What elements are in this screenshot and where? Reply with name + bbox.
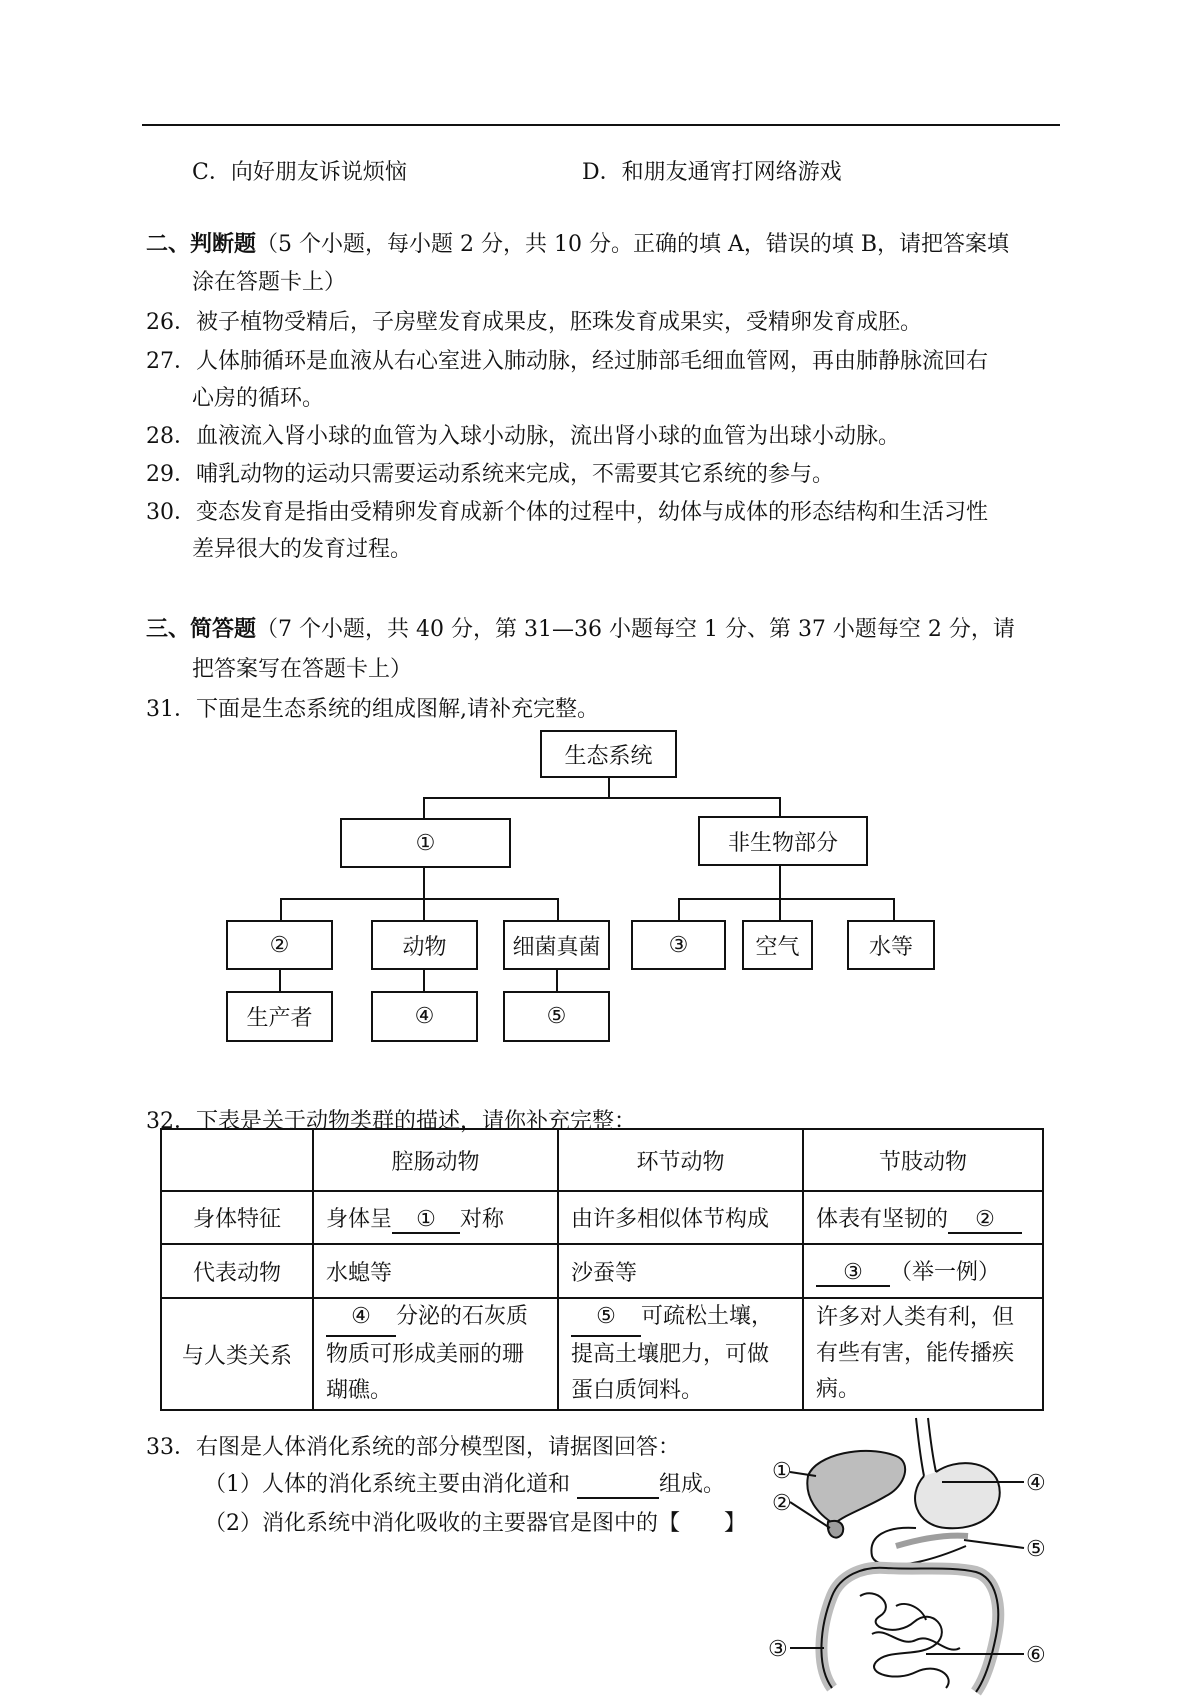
stomach-shape <box>915 1463 1000 1528</box>
question-28: 28．血液流入肾小球的血管为入球小动脉，流出肾小球的血管为出球小动脉。 <box>146 424 900 449</box>
connector-line <box>779 898 781 921</box>
section3-instructions-cont: 把答案写在答题卡上） <box>192 657 413 682</box>
esophagus-shape <box>916 1418 924 1476</box>
answer-blank: ① <box>392 1207 460 1234</box>
table-cell <box>803 1298 1043 1410</box>
label-4: ④ <box>1026 1471 1046 1496</box>
table-header-cell: 腔肠动物 <box>313 1129 558 1191</box>
ecosystem-root-box: 生态系统 <box>540 730 677 778</box>
air-box: 空气 <box>742 920 813 970</box>
table-header-cell <box>161 1129 313 1191</box>
table-cell <box>558 1298 803 1410</box>
producer-box: 生产者 <box>226 991 333 1042</box>
table-cell <box>313 1191 558 1244</box>
header-rule <box>142 124 1060 126</box>
section2-instructions-cont: 涂在答题卡上） <box>192 270 347 295</box>
table-cell: 由许多相似体节构成 <box>558 1191 803 1244</box>
cell-text: 病。 <box>816 1377 861 1402</box>
cell-text: 对称 <box>460 1206 505 1232</box>
connector-line <box>893 898 895 921</box>
connector-line <box>280 898 559 900</box>
row-label: 身体特征 <box>161 1191 313 1244</box>
biotic-part-box: ① <box>340 818 511 868</box>
pancreas-shape <box>896 1536 968 1546</box>
liver-shape <box>807 1451 905 1524</box>
question-29: 29．哺乳动物的运动只需要运动系统来完成，不需要其它系统的参与。 <box>146 462 834 487</box>
abiotic-part-box: 非生物部分 <box>698 816 868 866</box>
label-1: ① <box>772 1459 792 1484</box>
label-5: ⑤ <box>1026 1537 1046 1562</box>
row-label: 代表动物 <box>161 1244 313 1298</box>
cell-text: 蛋白质饲料。 <box>571 1378 704 1403</box>
large-intestine-outline <box>821 1568 998 1692</box>
cell-text: 许多对人类有利，但 <box>816 1305 1015 1330</box>
connector-line <box>608 778 610 798</box>
label-3: ③ <box>768 1637 788 1662</box>
connector-line <box>280 898 282 921</box>
connector-line <box>279 970 281 992</box>
section2-title: 二、判断题 <box>146 231 257 257</box>
gallbladder-shape <box>828 1521 843 1538</box>
connector-line <box>423 970 425 992</box>
cell-text: 提高土壤肥力，可做 <box>571 1342 770 1367</box>
connector-line <box>678 898 680 921</box>
q25-option-c: C．向好朋友诉说烦恼 <box>192 160 407 185</box>
q25-option-d: D．和朋友通宵打网络游戏 <box>582 160 842 185</box>
answer-blank: ③ <box>816 1260 890 1287</box>
animal-groups-table <box>160 1128 1044 1411</box>
connector-line <box>678 898 895 900</box>
question-33-part2: （2）消化系统中消化吸收的主要器官是图中的【 】 <box>204 1511 746 1536</box>
leader-line <box>964 1540 1024 1548</box>
question-30-cont: 差异很大的发育过程。 <box>192 537 413 562</box>
plant-box: ② <box>226 920 333 970</box>
connector-line <box>423 898 425 921</box>
cell-text: 物质可形成美丽的珊 <box>326 1342 525 1367</box>
table-row <box>161 1191 1043 1244</box>
cell-text: 瑚礁。 <box>326 1378 393 1403</box>
connector-line <box>423 868 425 899</box>
connector-line <box>423 797 781 799</box>
answer-blank: ② <box>948 1207 1022 1234</box>
question-26: 26．被子植物受精后，子房壁发育成果皮，胚珠发育成果实，受精卵发育成胚。 <box>146 310 922 335</box>
table-cell <box>803 1191 1043 1244</box>
decomposer-box: ⑤ <box>503 991 610 1042</box>
table-cell: 水螅等 <box>313 1244 558 1298</box>
question-27: 27．人体肺循环是血液从右心室进入肺动脉，经过肺部毛细血管网，再由肺静脉流回右 <box>146 349 988 374</box>
cell-text: 体表有坚韧的 <box>816 1206 949 1232</box>
q33-part1-text: （1）人体的消化系统主要由消化道和 <box>204 1472 570 1497</box>
small-intestine-shape <box>872 1632 960 1649</box>
section2-heading <box>146 227 1009 258</box>
cell-text: 分泌的石灰质 <box>396 1304 529 1329</box>
label-6: ⑥ <box>1026 1643 1046 1668</box>
table-header-row <box>161 1129 1043 1191</box>
cell-text: 身体呈 <box>326 1206 393 1232</box>
connector-line <box>556 970 558 992</box>
connector-line <box>779 866 781 899</box>
table-header-cell: 节肢动物 <box>803 1129 1043 1191</box>
question-33: 33．右图是人体消化系统的部分模型图，请据图回答： <box>146 1435 680 1460</box>
question-27-cont: 心房的循环。 <box>192 386 325 411</box>
large-intestine-shape <box>821 1568 998 1692</box>
water-box: 水等 <box>847 920 935 970</box>
label-2: ② <box>772 1491 792 1516</box>
section3-title: 三、简答题 <box>146 616 257 642</box>
answer-blank: ④ <box>326 1299 396 1337</box>
section3-instructions: （7 个小题，共 40 分，第 31—36 小题每空 1 分、第 37 小题每空 2 分，请 <box>256 617 1015 642</box>
connector-line <box>423 797 425 819</box>
microbe-box: 细菌真菌 <box>503 920 610 970</box>
question-30: 30．变态发育是指由受精卵发育成新个体的过程中，幼体与成体的形态结构和生活习性 <box>146 500 988 525</box>
other-abiotic-box: ③ <box>631 920 726 970</box>
q33-part1-text-end: 组成。 <box>659 1472 726 1497</box>
table-cell <box>313 1298 558 1410</box>
esophagus-shape <box>928 1418 936 1472</box>
table-cell <box>803 1244 1043 1298</box>
section2-instructions: （5 个小题，每小题 2 分，共 10 分。正确的填 A，错误的填 B，请把答案填 <box>256 232 1010 257</box>
question-31: 31．下面是生态系统的组成图解,请补充完整。 <box>146 697 599 722</box>
table-header-cell: 环节动物 <box>558 1129 803 1191</box>
answer-blank: ⑤ <box>571 1299 641 1337</box>
table-row <box>161 1244 1043 1298</box>
cell-text: （举一例） <box>890 1260 1001 1285</box>
answer-blank <box>577 1472 659 1499</box>
consumer-box: ④ <box>371 991 478 1042</box>
question-32: 32．下表是关于动物类群的描述，请你补充完整： <box>146 1109 636 1134</box>
digestive-system-figure <box>768 1416 1076 1699</box>
table-row <box>161 1298 1043 1410</box>
animal-box: 动物 <box>371 920 478 970</box>
cell-text: 可疏松土壤， <box>641 1304 774 1329</box>
section3-heading <box>146 612 1015 643</box>
row-label: 与人类关系 <box>161 1298 313 1410</box>
connector-line <box>557 898 559 921</box>
cell-text: 有些有害，能传播疾 <box>816 1341 1015 1366</box>
question-33-part1 <box>204 1467 725 1499</box>
table-cell: 沙蚕等 <box>558 1244 803 1298</box>
connector-line <box>779 797 781 817</box>
